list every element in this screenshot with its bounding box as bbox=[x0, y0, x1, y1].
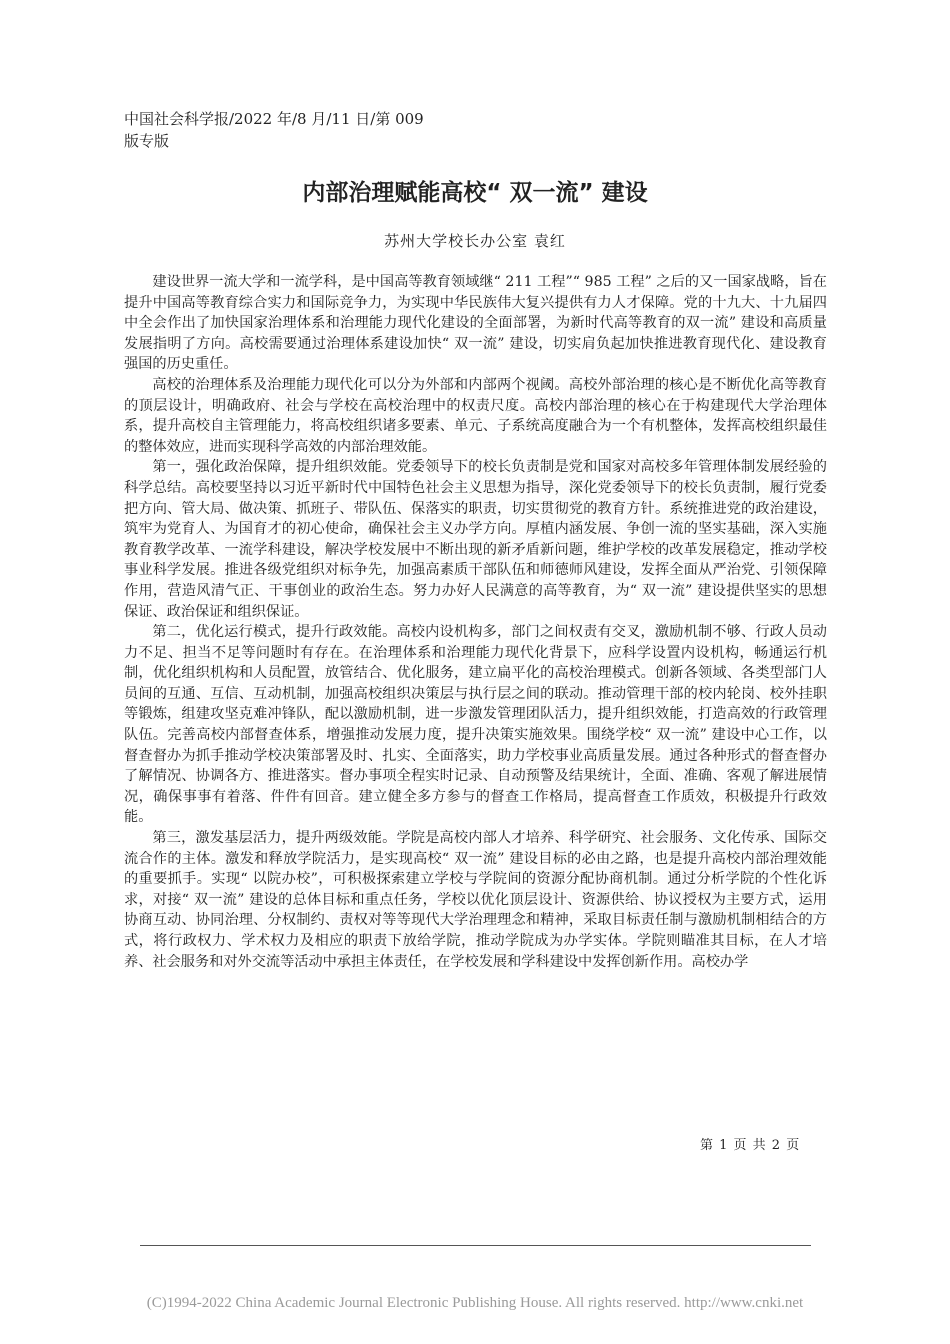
paragraph-2: 高校的治理体系及治理能力现代化可以分为外部和内部两个视阈。高校外部治理的核心是不断优化高等教育的顶层设计，明确政府、社会与学校在高校治理中的权责尺度。高校内部治理的核心在于构建现代大学治理体系，提升高校自主管理能力，将高校组织诸多要素、单元、子系统高度融合为一个有机整体，发挥高校组织最佳的整体效应，进而实现科学高效的内部治理效能。 bbox=[124, 376, 827, 455]
source-citation bbox=[124, 108, 454, 152]
paragraph-4: 第二，优化运行模式，提升行政效能。高校内设机构多，部门之间权责有交叉，激励机制不够、行政人员动力不足、担当不足等问题时有存在。在治理体系和治理能力现代化背景下，应科学设置内设机构，畅通运行机制，优化组织机构和人员配置，放管结合、优化服务，建立扁平化的高校治理模式。创新各领域、各类型部门人员间的互通、互信、互动机制，加强高校组织决策层与执行层之间的联动。推动管理干部的校内轮岗、校外挂职等锻炼，组建攻坚克难冲锋队，配以激励机制，进一步激发管理团队活力，提升组织效能，打造高效的行政管理队伍。完善高校内部督查体系，增强推动发展力度，提升决策实施效果。围绕学校“ 双一流” 建设中心工作，以督查督办为抓手推动学校决策部署及时、扎实、全面落实，助力学校事业高质量发展。通过各种形式的督查督办了解情况、协调各方、推进落实。督办事项全程实时记录、自动预警及结果统计，全面、准确、客观了解进展情况，确保事事有着落、件件有回音。建立健全多方参与的督查工作格局，提高督查工作质效，积极提升行政效能。 bbox=[124, 624, 827, 826]
article-title: 内部治理赋能高校“ 双一流” 建设 bbox=[302, 180, 648, 206]
copyright-notice: (C)1994-2022 China Academic Journal Electronic Publishing House. All rights reserved. http://www.cnki.net bbox=[146, 1295, 804, 1311]
page-number: 第 1 页 共 2 页 bbox=[700, 1138, 801, 1153]
article-byline: 苏州大学校长办公室 袁红 bbox=[384, 232, 566, 250]
source-line-2: 版专版 bbox=[124, 132, 170, 150]
paragraph-5: 第三，激发基层活力，提升两级效能。学院是高校内部人才培养、科学研究、社会服务、文化传承、国际交流合作的主体。激发和释放学院活力，是实现高校“ 双一流” 建设目标的必由之路，也是提升高校内部治理效能的重要抓手。实现“ 以院办校”，可积极探索建立学校与学院间的资源分配协商机制。通过分析学院的个性化诉求，对接“ 双一流” 建设的总体目标和重点任务，学校以优化顶层设计、资源供给、协议授权为主要方式，运用协商互动、协同治理、分权制约、责权对等等现代大学治理理念和精神，采取目标责任制与激励机制相结合的方式，将行政权力、学术权力及相应的职责下放给学院，推动学院成为办学实体。学院则瞄准其目标，在人才培养、社会服务和对外交流等活动中承担主体责任，在学校发展和学科建设中发挥创新作用。高校办学 bbox=[124, 830, 827, 970]
source-line-1: 中国社会科学报/2022 年/8 月/11 日/第 009 bbox=[124, 110, 424, 128]
paragraph-1: 建设世界一流大学和一流学科，是中国高等教育领域继“ 211 工程”“ 985 工程” 之后的又一国家战略，旨在提升中国高等教育综合实力和国际竞争力，为实现中华民族伟大复兴提供有力人才保障。党的十九大、十九届四中全会作出了加快国家治理体系和治理能力现代化建设的全面部署，为新时代高等教育的双一流” 建设和高质量发展指明了方向。高校需要通过治理体系建设加快“ 双一流” 建设，切实肩负起加快推进教育现代化、建设教育强国的历史重任。 bbox=[124, 274, 827, 373]
footer-divider bbox=[140, 1245, 811, 1246]
article-body bbox=[124, 272, 827, 972]
paragraph-3: 第一，强化政治保障，提升组织效能。党委领导下的校长负责制是党和国家对高校多年管理体制发展经验的科学总结。高校要坚持以习近平新时代中国特色社会主义思想为指导，深化党委领导下的校长负责制，履行党委把方向、管大局、做决策、抓班子、带队伍、保落实的职责，切实贯彻党的教育方针。系统推进党的政治建设，筑牢为党育人、为国育才的初心使命，确保社会主义办学方向。厚植内涵发展、争创一流的坚实基础，深入实施教育教学改革、一流学科建设，解决学校发展中不断出现的新矛盾新问题，维护学校的改革发展稳定，推动学校事业科学发展。推进各级党组织对标争先，加强高素质干部队伍和师德师风建设，发挥全面从严治党、引领保障作用，营造风清气正、干事创业的政治生态。努力办好人民满意的高等教育，为“ 双一流” 建设提供坚实的思想保证、政治保证和组织保证。 bbox=[124, 459, 827, 620]
